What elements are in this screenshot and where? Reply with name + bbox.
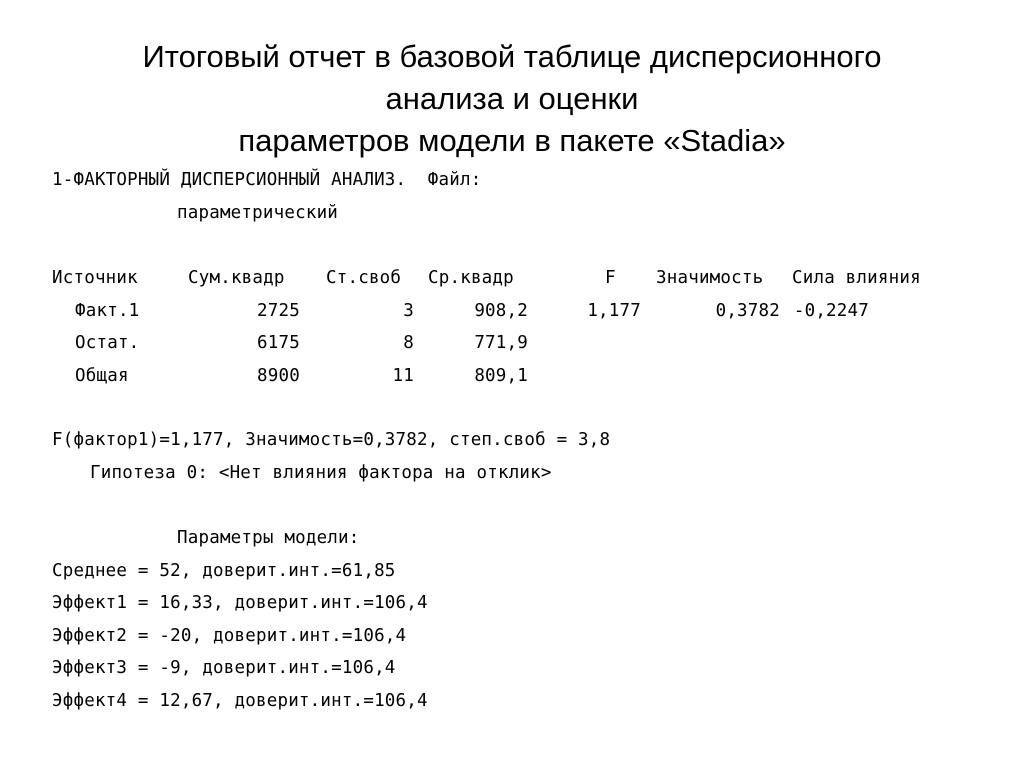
cell-source: Факт.1 <box>75 301 140 321</box>
cell-df: 11 <box>392 366 414 386</box>
cell-source: Остат. <box>75 333 140 353</box>
param-line-effect1: Эффект1 = 16,33, доверит.инт.=106,4 <box>52 593 428 613</box>
param-line-effect3: Эффект3 = -9, доверит.инт.=106,4 <box>52 658 396 678</box>
slide-title-line-3: параметров модели в пакете «Stadia» <box>238 123 786 158</box>
table-row <box>52 362 992 390</box>
f-statistic-line: F(фактор1)=1,177, Значимость=0,3782, степ.своб = 3,8 <box>52 430 611 450</box>
cell-df: 3 <box>403 301 414 321</box>
param-line-effect2: Эффект2 = -20, доверит.инт.=106,4 <box>52 626 407 646</box>
param-line-effect4: Эффект4 = 12,67, доверит.инт.=106,4 <box>52 691 428 711</box>
cell-mean-square: 771,9 <box>474 333 528 353</box>
cell-sum-squares: 8900 <box>257 366 300 386</box>
table-row <box>52 329 992 357</box>
cell-mean-square: 809,1 <box>474 366 528 386</box>
cell-sum-squares: 2725 <box>257 301 300 321</box>
cell-effect-strength: -0,2247 <box>793 301 869 321</box>
slide-title-line-1: Итоговый отчет в базовой таблице дисперсионного <box>142 39 882 74</box>
params-title: Параметры модели: <box>177 528 360 548</box>
col-header-significance: Значимость <box>656 268 764 288</box>
cell-sum-squares: 6175 <box>257 333 300 353</box>
table-row <box>52 297 992 325</box>
report-subheader: параметрический <box>177 203 339 223</box>
cell-source: Общая <box>75 366 129 386</box>
slide-title <box>0 36 1024 162</box>
report-header: 1-ФАКТОРНЫЙ ДИСПЕРСИОННЫЙ АНАЛИЗ. Файл: <box>52 170 482 190</box>
cell-mean-square: 908,2 <box>474 301 528 321</box>
col-header-effect-strength: Сила влияния <box>792 268 921 288</box>
cell-df: 8 <box>403 333 414 353</box>
param-line-mean: Среднее = 52, доверит.инт.=61,85 <box>52 561 396 581</box>
col-header-f: F <box>605 268 616 288</box>
cell-significance: 0,3782 <box>715 301 780 321</box>
col-header-mean-square: Ср.квадр <box>428 268 514 288</box>
anova-table-header <box>52 264 992 292</box>
cell-f: 1,177 <box>587 301 641 321</box>
slide-title-line-2: анализа и оценки <box>385 81 639 116</box>
hypothesis-line: Гипотеза 0: <Нет влияния фактора на отклик> <box>90 463 552 483</box>
col-header-source: Источник <box>52 268 138 288</box>
col-header-df: Ст.своб <box>326 268 402 288</box>
col-header-sum-squares: Сум.квадр <box>188 268 285 288</box>
